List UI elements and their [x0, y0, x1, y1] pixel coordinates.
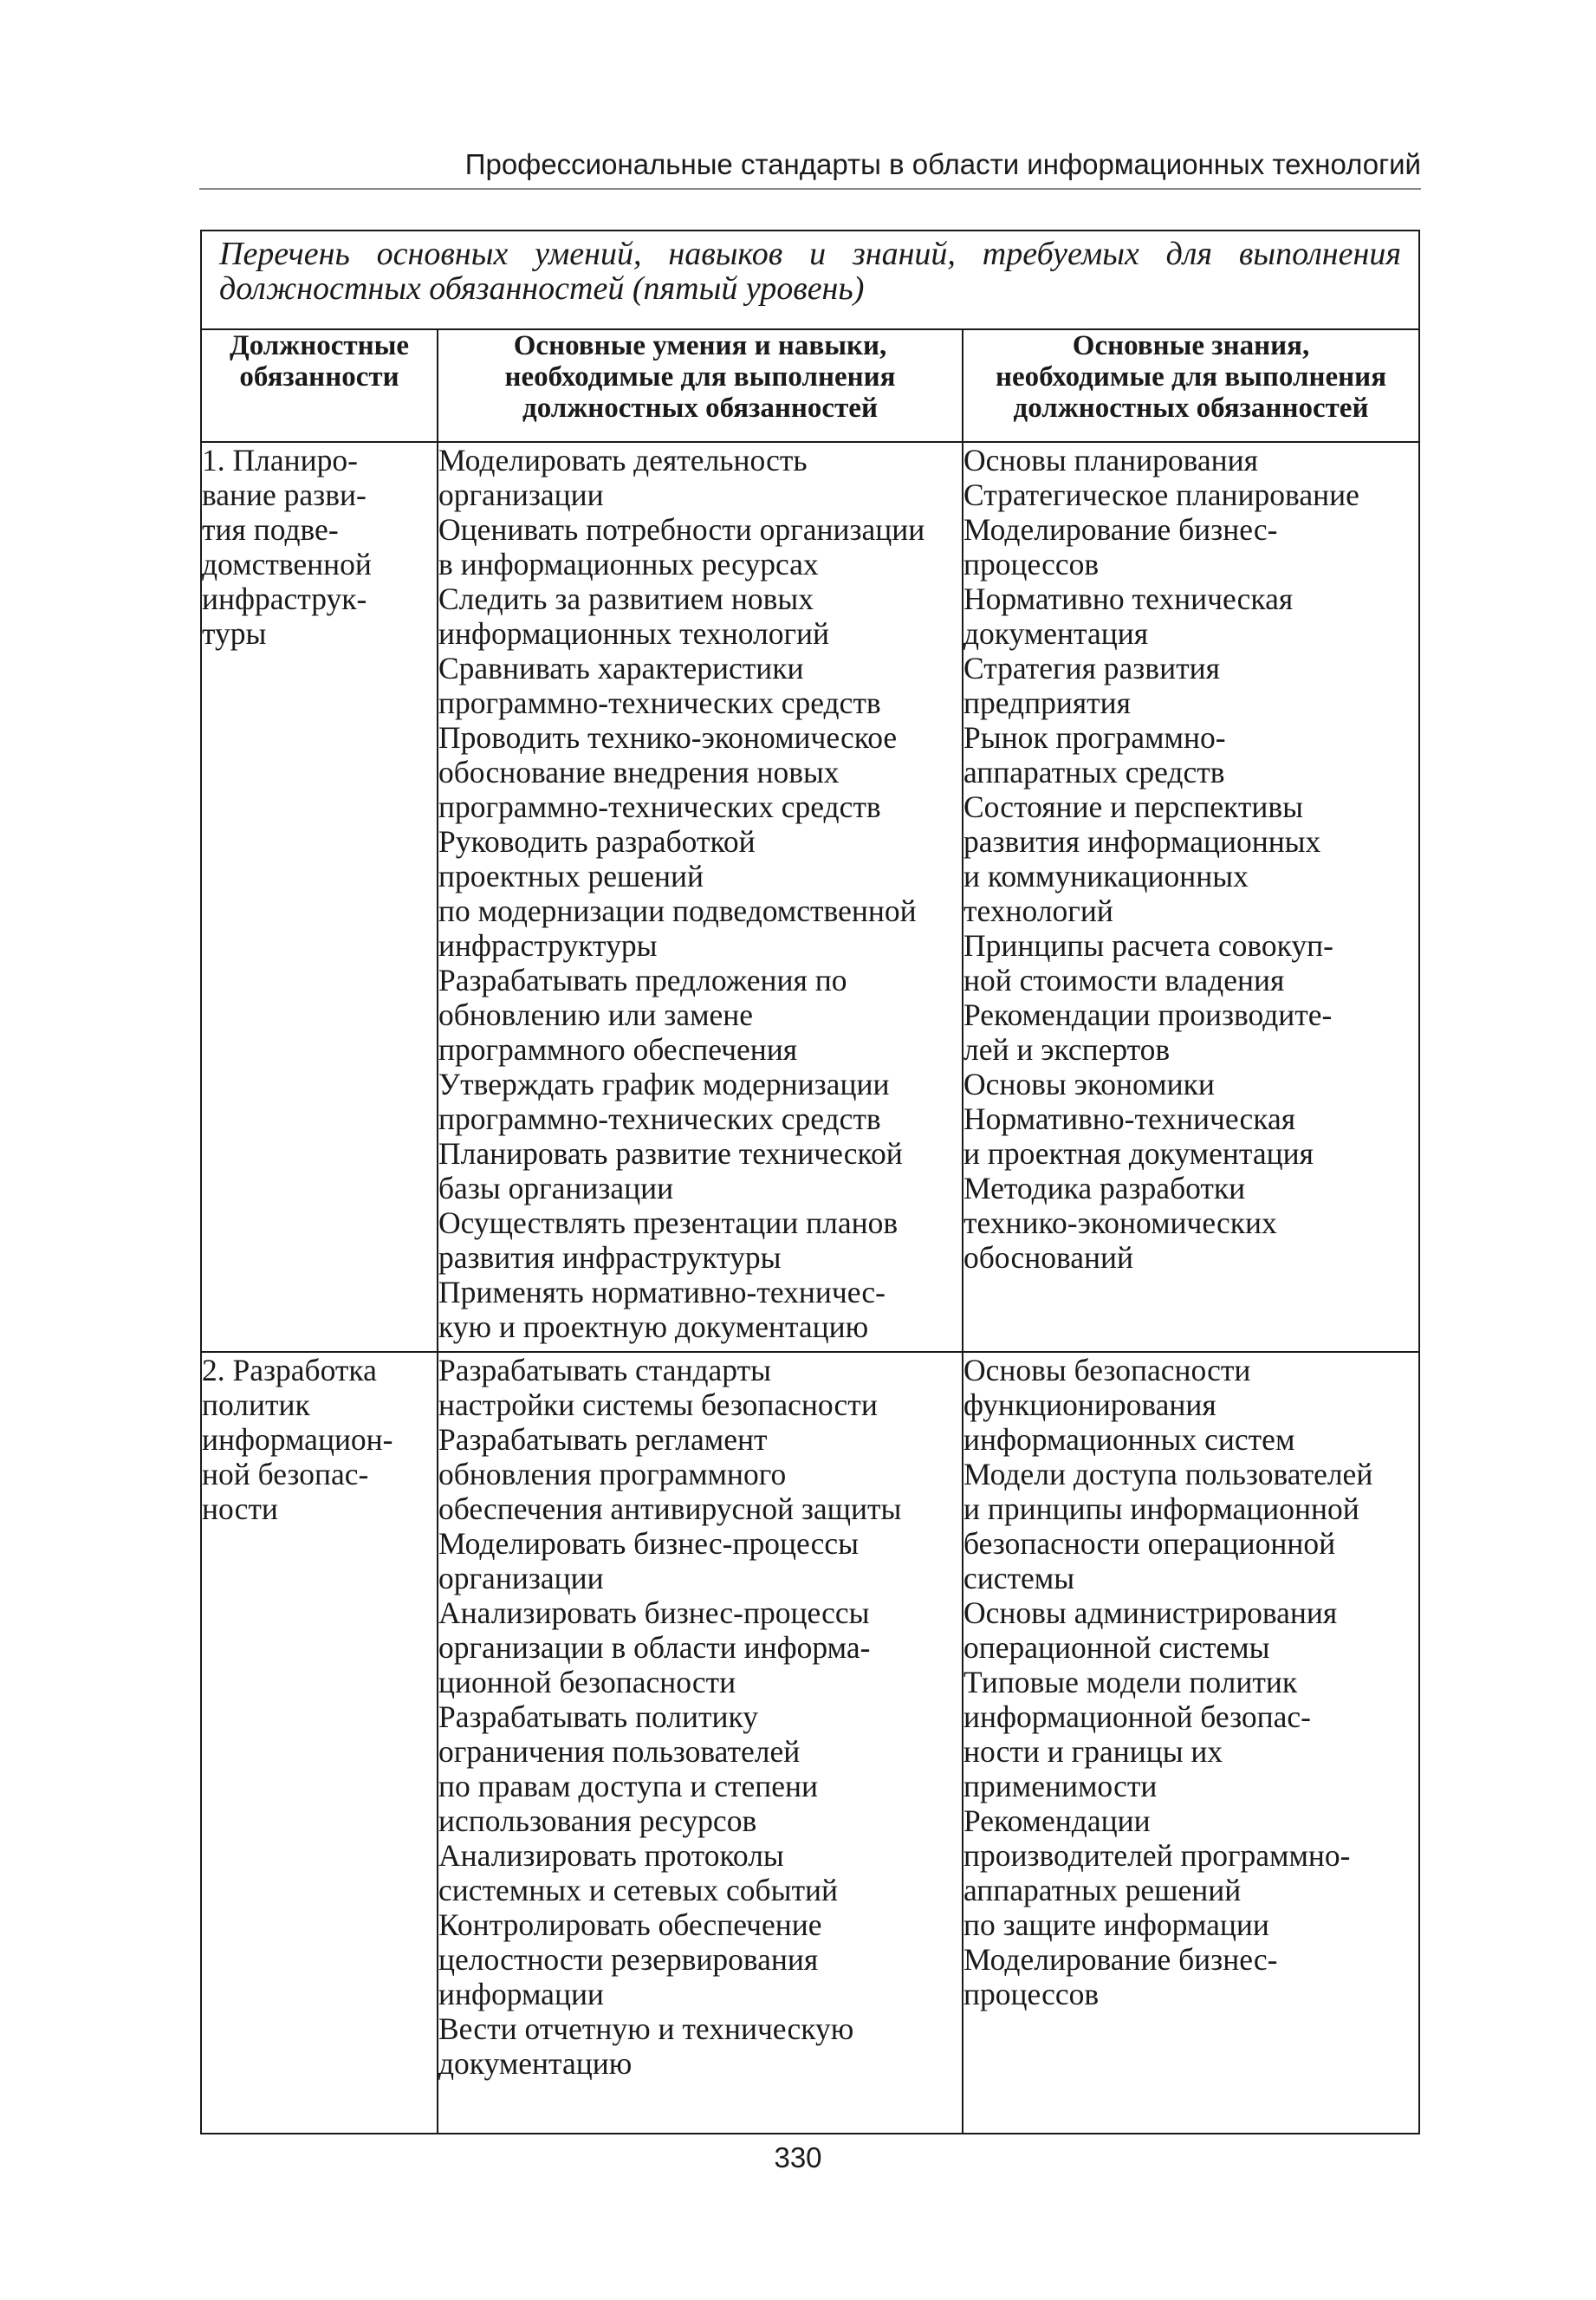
cell-line: и принципы информационной: [963, 1491, 1359, 1526]
cell-line: Сравнивать характеристики: [438, 651, 804, 685]
cell-line: Анализировать протоколы: [438, 1838, 784, 1873]
cell-line: инфраструк-: [202, 581, 367, 616]
header-line: Должностные: [229, 330, 409, 361]
cell-line: обновлению или замене: [438, 997, 754, 1032]
cell-line: информационных технологий: [438, 616, 830, 651]
cell-line: Моделировать деятельность: [438, 443, 808, 478]
table-caption: [201, 231, 1419, 329]
table-row: [201, 1352, 1419, 2134]
header-line: необходимые для выполнения: [995, 361, 1387, 393]
cell-line: развития инфраструктуры: [438, 1240, 782, 1275]
cell-line: Основы экономики: [963, 1067, 1215, 1101]
knowledge-cell: [963, 1352, 1419, 2134]
cell-line: организации: [438, 1561, 604, 1595]
duty-cell: [201, 1352, 438, 2134]
cell-line: обоснований: [963, 1240, 1133, 1275]
cell-line: обеспечения антивирусной защиты: [438, 1491, 902, 1526]
cell-line: ной безопас-: [202, 1457, 369, 1491]
knowledge-cell: [963, 442, 1419, 1352]
table-header-row: [201, 329, 1419, 442]
cell-line: Контролировать обеспечение: [438, 1907, 822, 1942]
caption-line: Перечень основных умений, навыков и знаний, требуемых для выполнения: [219, 236, 1402, 272]
cell-line: 2. Разработка: [202, 1353, 377, 1387]
header-line: необходимые для выполнения: [504, 361, 896, 393]
cell-line: Модели доступа пользователей: [963, 1457, 1373, 1491]
cell-line: Разрабатывать предложения по: [438, 963, 847, 997]
cell-line: технологий: [963, 893, 1113, 928]
cell-line: информационной безопас-: [963, 1699, 1311, 1734]
header-duties: [201, 329, 438, 442]
cell-line: Моделирование бизнес-: [963, 512, 1278, 547]
caption-line: должностных обязанностей (пятый уровень): [219, 270, 865, 307]
cell-line: политик: [202, 1387, 310, 1422]
cell-line: операционной системы: [963, 1630, 1270, 1665]
cell-line: туры: [202, 616, 267, 651]
cell-line: системных и сетевых событий: [438, 1873, 838, 1907]
header-line: Основные умения и навыки,: [513, 330, 887, 361]
cell-line: предприятия: [963, 685, 1132, 720]
cell-line: системы: [963, 1561, 1075, 1595]
competency-table: [200, 230, 1420, 2134]
cell-line: инфраструктуры: [438, 928, 658, 963]
cell-line: по защите информации: [963, 1907, 1269, 1942]
cell-line: Разрабатывать политику: [438, 1699, 759, 1734]
cell-line: домственной: [202, 547, 372, 581]
cell-line: Стратегическое планирование: [963, 478, 1359, 512]
skills-cell: [438, 1352, 963, 2134]
cell-line: Рекомендации производите-: [963, 997, 1333, 1032]
cell-line: Стратегия развития: [963, 651, 1220, 685]
cell-line: Основы планирования: [963, 443, 1258, 478]
running-header: Профессиональные стандарты в области информационных технологий: [199, 147, 1421, 190]
cell-line: применимости: [963, 1769, 1158, 1803]
cell-line: процессов: [963, 1977, 1100, 2011]
cell-line: Типовые модели политик: [963, 1665, 1298, 1699]
page-number: 330: [774, 2141, 822, 2173]
cell-line: и проектная документация: [963, 1136, 1314, 1171]
cell-line: Осуществлять презентации планов: [438, 1205, 899, 1240]
cell-line: Анализировать бизнес-процессы: [438, 1595, 870, 1630]
cell-line: Методика разработки: [963, 1171, 1246, 1205]
header-line: Основные знания,: [1072, 330, 1310, 361]
cell-line: технико-экономических: [963, 1205, 1277, 1240]
cell-line: программно-технических средств: [438, 789, 881, 824]
cell-line: 1. Планиро-: [202, 443, 358, 478]
cell-line: Следить за развитием новых: [438, 581, 814, 616]
cell-line: Вести отчетную и техническую: [438, 2011, 854, 2046]
cell-line: информационных систем: [963, 1422, 1295, 1457]
cell-line: Разрабатывать стандарты: [438, 1353, 771, 1387]
cell-line: программного обеспечения: [438, 1032, 798, 1067]
cell-line: Руководить разработкой: [438, 824, 756, 859]
cell-line: вание разви-: [202, 478, 367, 512]
cell-line: организации в области информа-: [438, 1630, 871, 1665]
cell-line: функционирования: [963, 1387, 1216, 1422]
cell-line: Утверждать график модернизации: [438, 1067, 890, 1101]
cell-line: ности и границы их: [963, 1734, 1223, 1769]
header-line: должностных обязанностей: [1013, 393, 1369, 424]
header-line: должностных обязанностей: [522, 393, 878, 424]
cell-line: аппаратных средств: [963, 755, 1225, 789]
cell-line: обновления программного: [438, 1457, 787, 1491]
cell-line: производителей программно-: [963, 1838, 1351, 1873]
cell-line: обоснование внедрения новых: [438, 755, 840, 789]
cell-line: целостности резервирования: [438, 1942, 819, 1977]
duty-cell: [201, 442, 438, 1352]
cell-line: аппаратных решений: [963, 1873, 1242, 1907]
cell-line: Применять нормативно-техничес-: [438, 1275, 886, 1309]
cell-line: лей и экспертов: [963, 1032, 1171, 1067]
cell-line: Состояние и перспективы: [963, 789, 1303, 824]
cell-line: безопасности операционной: [963, 1526, 1336, 1561]
skills-cell: [438, 442, 963, 1352]
cell-line: Основы безопасности: [963, 1353, 1251, 1387]
cell-line: ности: [202, 1491, 278, 1526]
cell-line: Планировать развитие технической: [438, 1136, 903, 1171]
cell-line: программно-технических средств: [438, 1101, 881, 1136]
cell-line: по правам доступа и степени: [438, 1769, 819, 1803]
cell-line: тия подве-: [202, 512, 339, 547]
cell-line: Нормативно техническая: [963, 581, 1294, 616]
cell-line: кую и проектную документацию: [438, 1309, 869, 1344]
cell-line: ограничения пользователей: [438, 1734, 801, 1769]
cell-line: процессов: [963, 547, 1100, 581]
cell-line: Проводить технико-экономическое: [438, 720, 898, 755]
cell-line: Разрабатывать регламент: [438, 1422, 768, 1457]
header-line: обязанности: [239, 361, 399, 393]
table-row: [201, 442, 1419, 1352]
cell-line: проектных решений: [438, 859, 704, 893]
cell-line: использования ресурсов: [438, 1803, 757, 1838]
header-knowledge: [963, 329, 1419, 442]
cell-line: Нормативно-техническая: [963, 1101, 1296, 1136]
cell-line: Оценивать потребности организации: [438, 512, 925, 547]
cell-line: Рынок программно-: [963, 720, 1226, 755]
cell-line: программно-технических средств: [438, 685, 881, 720]
table-caption-row: [201, 231, 1419, 329]
cell-line: и коммуникационных: [963, 859, 1249, 893]
cell-line: организации: [438, 478, 604, 512]
cell-line: информации: [438, 1977, 604, 2011]
cell-line: информацион-: [202, 1422, 393, 1457]
cell-line: базы организации: [438, 1171, 674, 1205]
cell-line: Моделировать бизнес-процессы: [438, 1526, 859, 1561]
cell-line: ной стоимости владения: [963, 963, 1285, 997]
cell-line: Моделирование бизнес-: [963, 1942, 1278, 1977]
cell-line: документацию: [438, 2046, 633, 2081]
cell-line: в информационных ресурсах: [438, 547, 819, 581]
cell-line: ционной безопасности: [438, 1665, 736, 1699]
cell-line: настройки системы безопасности: [438, 1387, 878, 1422]
cell-line: Принципы расчета совокуп-: [963, 928, 1333, 963]
header-skills: [438, 329, 963, 442]
cell-line: документация: [963, 616, 1149, 651]
cell-line: развития информационных: [963, 824, 1321, 859]
cell-line: Основы администрирования: [963, 1595, 1338, 1630]
cell-line: Рекомендации: [963, 1803, 1151, 1838]
cell-line: по модернизации подведомственной: [438, 893, 917, 928]
